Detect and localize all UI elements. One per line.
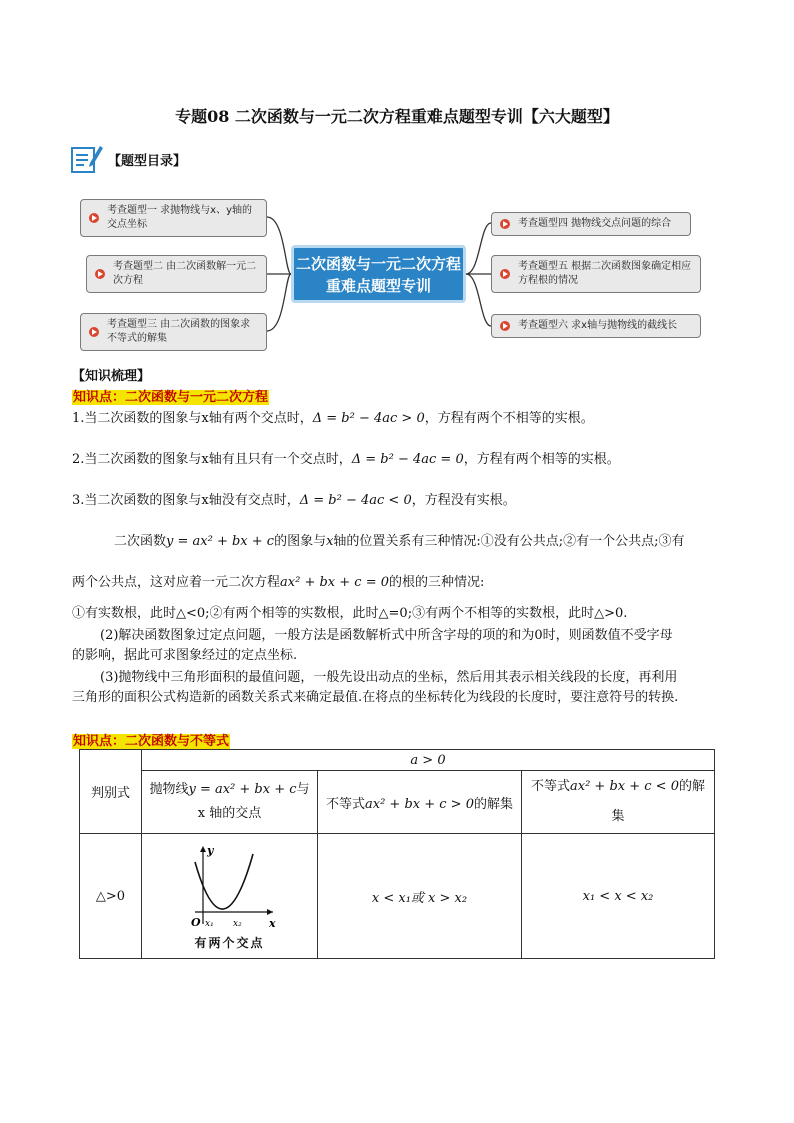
mindmap-node-type2: 考查题型二 由二次函数解一元二次方程: [86, 255, 267, 293]
knowledge-item-2: 2.当二次函数的图象与x轴有且只有一个交点时，Δ = b² − 4ac = 0，方程有两个相等的实根。: [72, 452, 620, 467]
mindmap-node-type3: 考查题型三 由二次函数的图象求不等式的解集: [80, 313, 267, 351]
knowledge-point1-title: 知识点：二次函数与一元二次方程: [73, 390, 269, 405]
col-discriminant-header: 判别式: [80, 750, 142, 834]
inequality-table: [79, 749, 715, 959]
knowledge-item-3: 3.当二次函数的图象与x轴没有交点时，Δ = b² − 4ac < 0，方程没有实根。: [72, 493, 516, 508]
parabola-graph: [175, 842, 285, 934]
table-row: [80, 834, 715, 959]
topic-mindmap: [80, 195, 702, 357]
mindmap-node-type6: 考查题型六 求x轴与抛物线的截线长: [491, 314, 701, 338]
row-graph-cell: [142, 834, 318, 959]
knowledge-para5: (3)抛物线中三角形面积的最值问题，一般先设出动点的坐标，然后用其表示相关线段的长度，再利用 三角形的面积公式构造新的函数关系式来确定最值.在将点的坐标转化为线段的长度时，要注意符号的转换.: [72, 670, 679, 705]
red-play-bullet-icon: [500, 269, 510, 279]
mindmap-node-type1: 考查题型一 求抛物线与x、y轴的交点坐标: [80, 199, 267, 237]
condition-header: a > 0: [142, 750, 715, 771]
knowledge-para1: 二次函数y = ax² + bx + c的图象与x轴的位置关系有三种情况:①没有公共点;②有一个公共点;③有: [114, 534, 685, 549]
knowledge-item-1: 1.当二次函数的图象与x轴有两个交点时，Δ = b² − 4ac > 0，方程有两个不相等的实根。: [72, 411, 594, 426]
red-play-bullet-icon: [500, 321, 510, 331]
catalog-label: 【题型目录】: [108, 154, 187, 169]
row-lt-solution: x₁ < x < x₂: [522, 834, 715, 959]
knowledge-heading: 【知识梳理】: [72, 369, 151, 384]
red-play-bullet-icon: [89, 213, 99, 223]
knowledge-para2: 两个公共点，这对应着一元二次方程ax² + bx + c = 0的根的三种情况:: [72, 575, 485, 590]
knowledge-para4: (2)解决函数图象过定点问题，一般方法是函数解析式中所含字母的项的和为0时，则函数值不受字母 的影响，据此可求图象经过的定点坐标.: [72, 628, 673, 663]
knowledge-point2-title: 知识点：二次函数与不等式: [73, 734, 230, 749]
red-play-bullet-icon: [500, 219, 510, 229]
svg-text:x₁: x₁: [204, 918, 214, 929]
mindmap-node-type4: 考查题型四 抛物线交点问题的综合: [491, 212, 691, 236]
col-lt-solution-header: 不等式ax² + bx + c < 0的解 集: [522, 771, 715, 834]
svg-text:O: O: [190, 915, 201, 929]
col-gt-solution-header: 不等式ax² + bx + c > 0的解集: [318, 771, 522, 834]
row-gt-solution: x < x₁或 x > x₂: [318, 834, 522, 959]
page-title: 专题08 二次函数与一元二次方程重难点题型专训【六大题型】: [175, 107, 619, 126]
mindmap-center: 二次函数与一元二次方程重难点题型专训: [291, 245, 466, 303]
mindmap-node-type5: 考查题型五 根据二次函数图象确定相应方程根的情况: [491, 255, 701, 293]
notepad-pencil-icon: [70, 143, 104, 173]
svg-text:x: x: [268, 916, 276, 930]
svg-text:x₂: x₂: [232, 918, 242, 929]
svg-text:y: y: [206, 843, 213, 857]
red-play-bullet-icon: [95, 269, 105, 279]
graph-caption: 有两个交点: [194, 935, 265, 950]
col-intersection-header: 抛物线y = ax² + bx + c与 x 轴的交点: [142, 771, 318, 834]
row-discriminant: △>0: [80, 834, 142, 959]
knowledge-para3: ①有实数根，此时△<0;②有两个相等的实数根，此时△=0;③有两个不相等的实数根，此时△>0.: [72, 606, 628, 621]
red-play-bullet-icon: [89, 327, 99, 337]
